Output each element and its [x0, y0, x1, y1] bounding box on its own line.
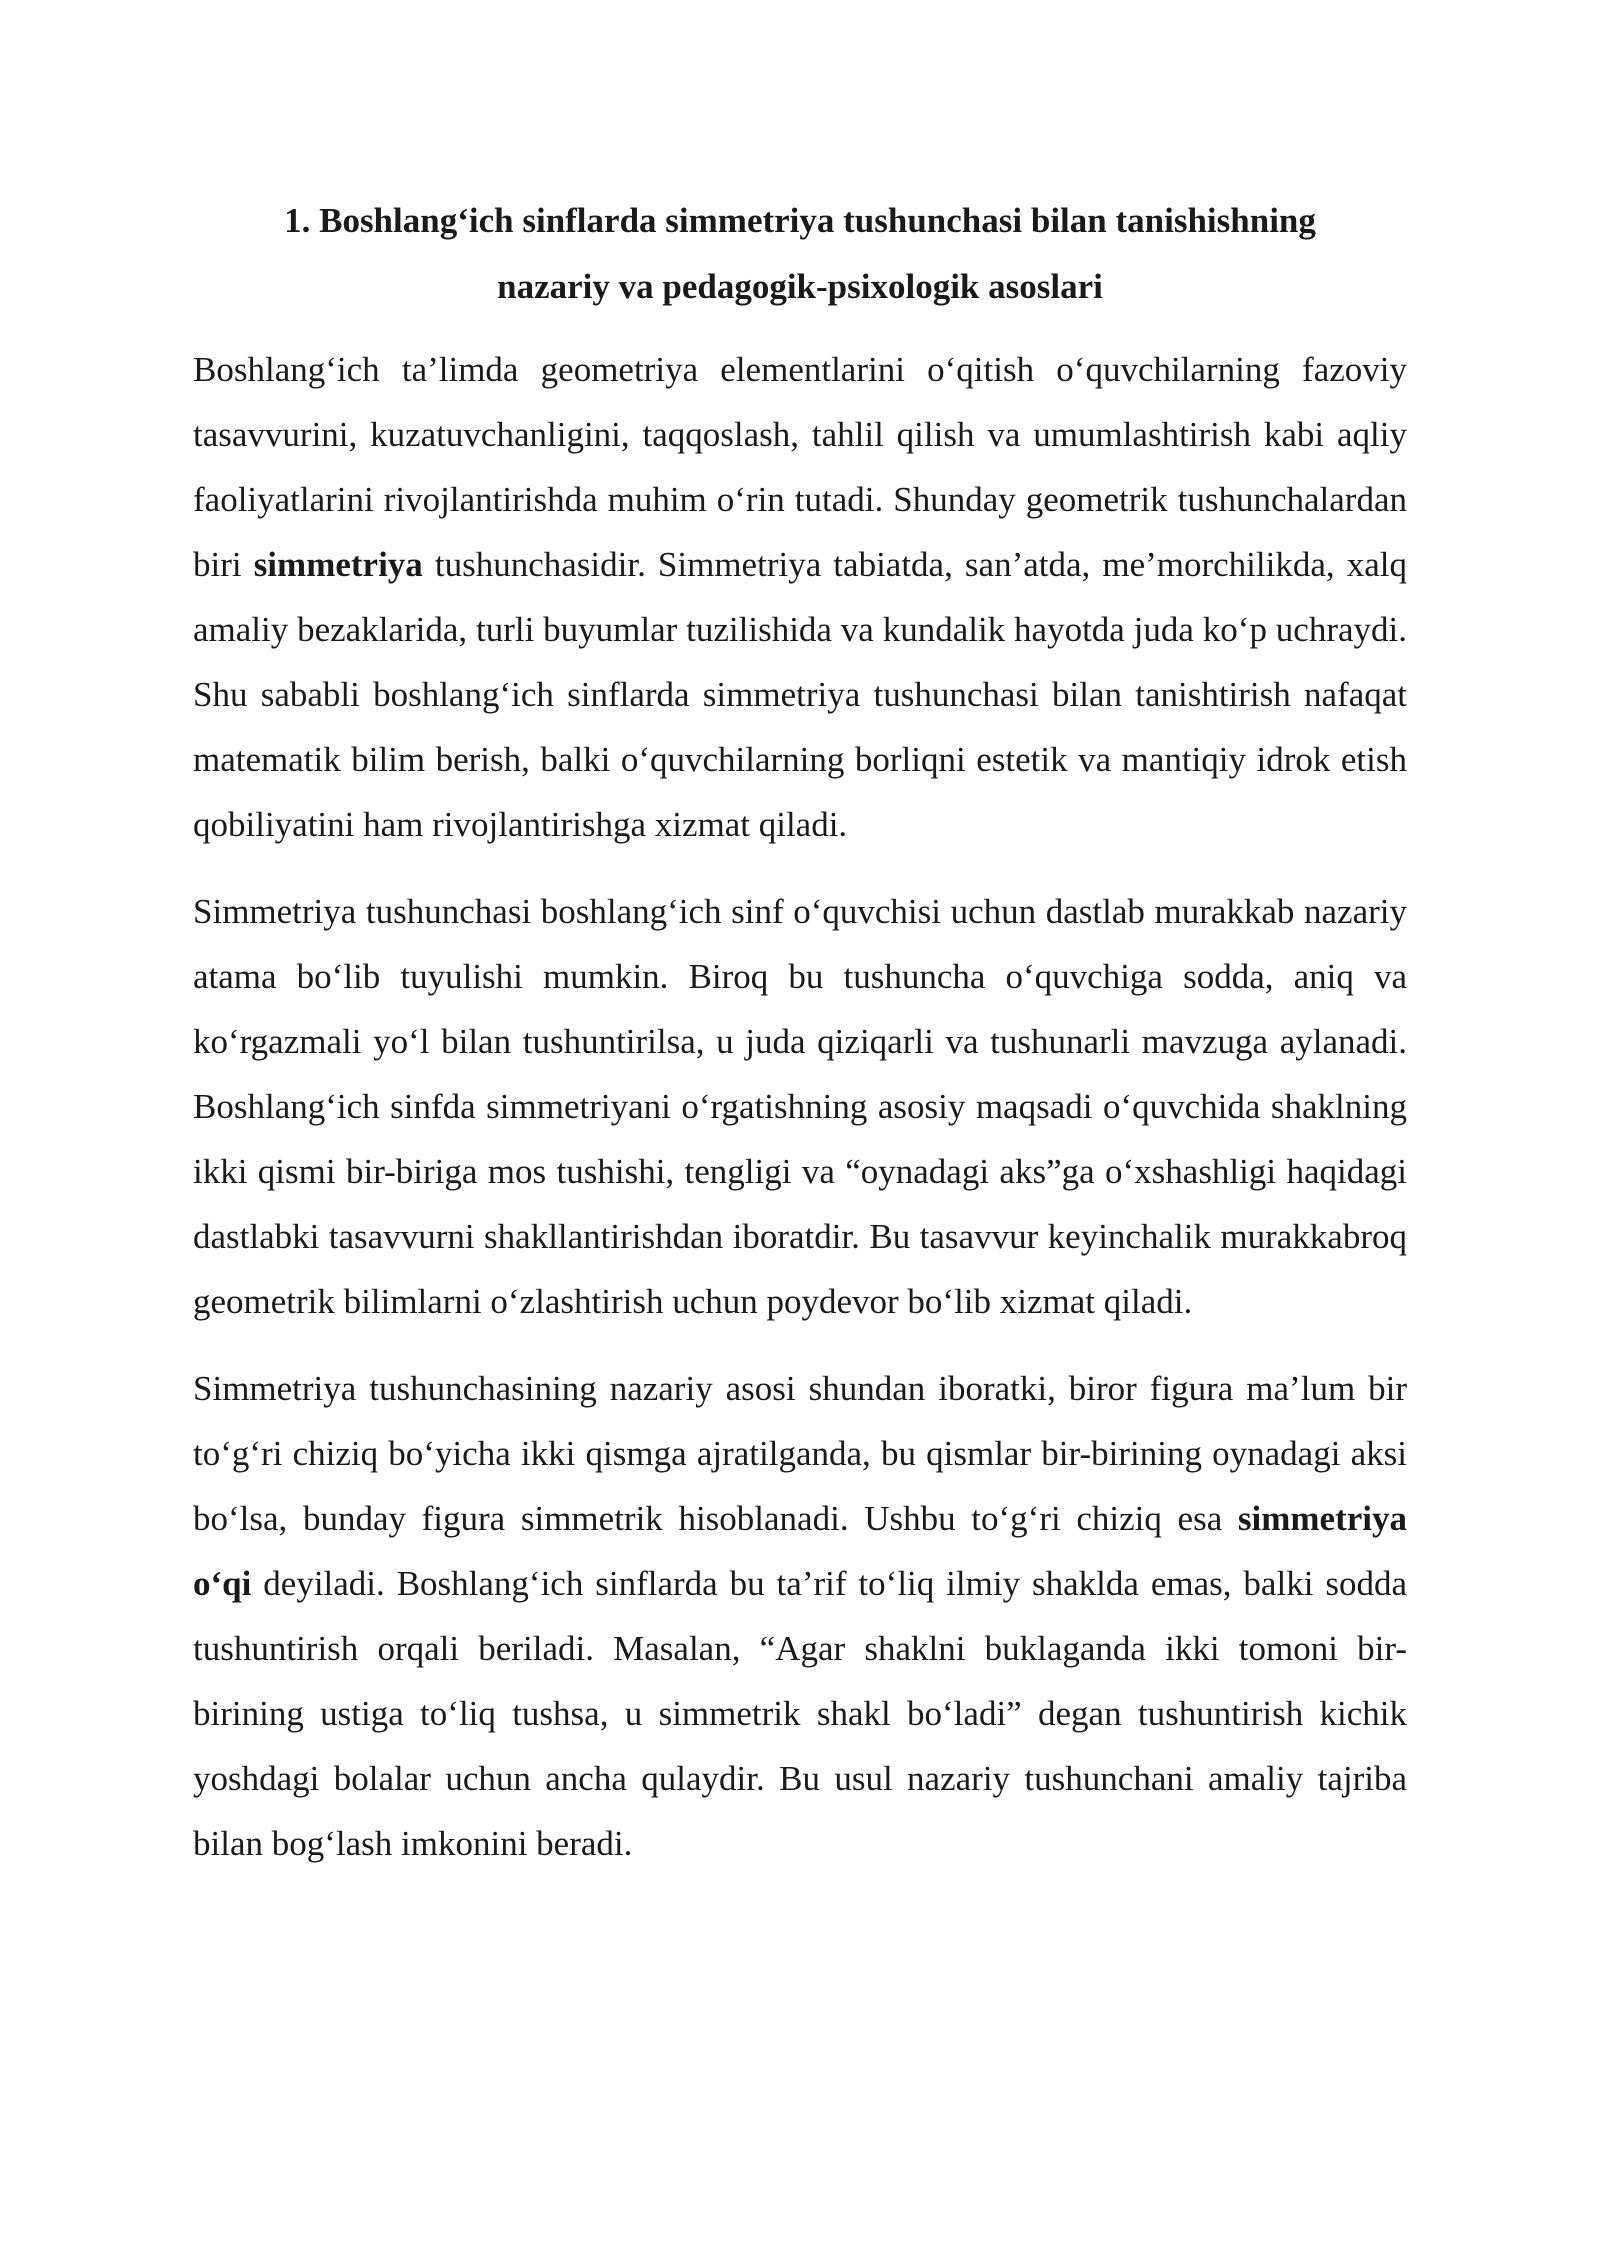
section-title-line-1: 1. Boshlang‘ich sinflarda simmetriya tushunchasi bilan tanishishning: [284, 201, 1316, 240]
paragraph-1: [193, 337, 1407, 857]
paragraph-3-text-start: Simmetriya tushunchasining nazariy asosi shundan iboratki, biror figura ma’lum bir to‘g‘ri chiziq bo‘yicha ikki qismga ajratilganda, bu qismlar bir-birining oynadagi aksi bo‘lsa, bunday figura simmetrik hisoblanadi. Ushbu to‘g‘ri chiziq esa: [193, 1369, 1407, 1538]
paragraph-1-text-start: Boshlang‘ich ta’limda geometriya elementlarini o‘qitish o‘quvchilarning fazoviy tasavvurini, kuzatuvchanligini, taqqoslash, tahlil qilish va umumlashtirish kabi aqliy faoliyatlarini rivojlantirishda muhim o‘rin tutadi. Shunday geometrik tushunchalardan biri: [193, 350, 1407, 584]
paragraph-2: Simmetriya tushunchasi boshlang‘ich sinf o‘quvchisi uchun dastlab murakkab nazariy atama bo‘lib tuyulishi mumkin. Biroq bu tushuncha o‘quvchiga sodda, aniq va ko‘rgazmali yo‘l bilan tushuntirilsa, u juda qiziqarli va tushunarli mavzuga aylanadi. Boshlang‘ich sinfda simmetriyani o‘rgatishning asosiy maqsadi o‘quvchida shaklning ikki qismi bir-biriga mos tushishi, tengligi va “oynadagi aks”ga o‘xshashligi haqidagi dastlabki tasavvurni shakllantirishdan iboratdir. Bu tasavvur keyinchalik murakkabroq geometrik bilimlarni o‘zlashtirish uchun poydevor bo‘lib xizmat qiladi.: [193, 892, 1407, 1321]
paragraph-1-text-end: tushunchasidir. Simmetriya tabiatda, san’atda, me’morchilikda, xalq amaliy bezaklarida, turli buyumlar tuzilishida va kundalik hayotda juda ko‘p uchraydi. Shu sababli boshlang‘ich sinflarda simmetriya tushunchasi bilan tanishtirish nafaqat matematik bilim berish, balki o‘quvchilarning borliqni estetik va mantiqiy idrok etish qobiliyatini ham rivojlantirishga xizmat qiladi.: [193, 545, 1407, 844]
section-title-line-2: nazariy va pedagogik-psixologik asoslari: [497, 267, 1103, 306]
term-simmetriya: simmetriya: [253, 545, 423, 584]
document-body: [193, 188, 1407, 1898]
section-title: [193, 188, 1407, 320]
paragraph-3-text-end: deyiladi. Boshlang‘ich sinflarda bu ta’rif to‘liq ilmiy shaklda emas, balki sodda tushuntirish orqali beriladi. Masalan, “Agar shaklni buklaganda ikki tomoni bir-birining ustiga to‘liq tushsa, u simmetrik shakl bo‘ladi” degan tushuntirish kichik yoshdagi bolalar uchun ancha qulaydir. Bu usul nazariy tushunchani amaliy tajriba bilan bog‘lash imkonini beradi.: [193, 1564, 1407, 1863]
term-simmetriya-oqi: simmetriya o‘qi: [193, 1499, 1407, 1603]
paragraph-3: [193, 1356, 1407, 1876]
